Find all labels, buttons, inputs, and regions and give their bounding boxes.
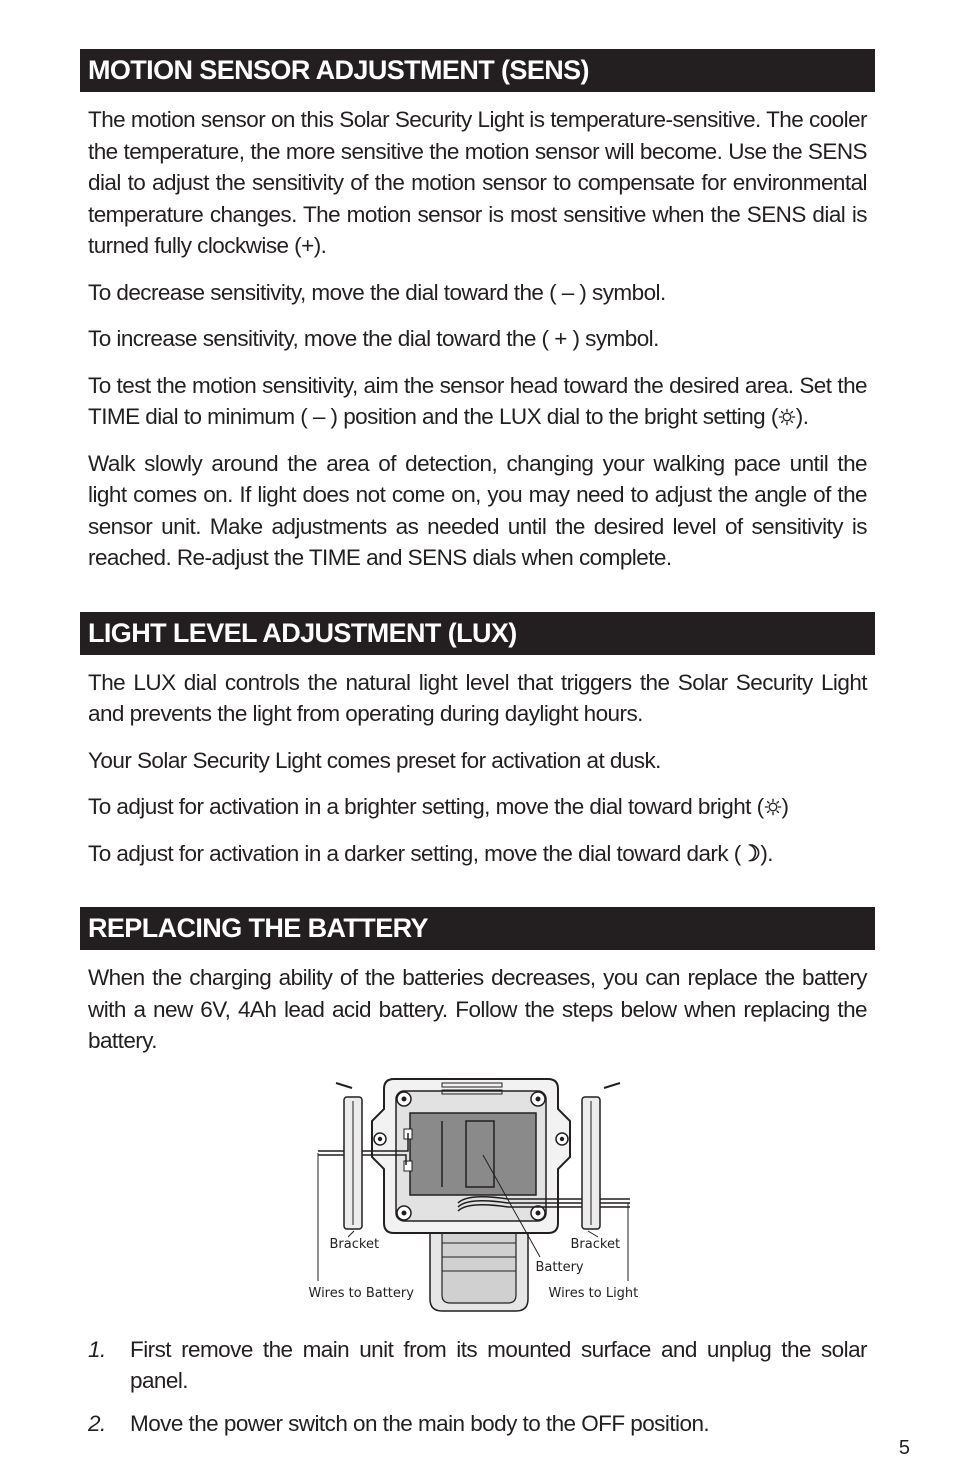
paragraph-test-text: To test the motion sensitivity, aim the sensor head toward the desired area. Set the TIME dial to minimum ( – ) position and the LUX dial to the bright setting ( [88, 372, 867, 429]
section-header-lux: LIGHT LEVEL ADJUSTMENT (LUX) [80, 612, 875, 655]
step-number: 2. [88, 1410, 106, 1436]
label-wires-to-battery: Wires to Battery [308, 1285, 414, 1301]
paragraph-sens-intro: The motion sensor on this Solar Security Light is temperature-sensitive. The cooler the temperature, the more sensitive the motion sensor will become. Use the SENS dial to adjust the sensitivity of the motion sensor to compensate for environmental temperature changes. The motion sensor is most sensitive when the SENS dial is turned fully clockwise (+). [88, 107, 867, 258]
paragraph-darker-text: To adjust for activation in a darker setting, move the dial toward dark ( [88, 840, 741, 866]
paragraph-brighter [88, 791, 867, 823]
sun-icon [778, 408, 796, 426]
step-text: Move the power switch on the main body to the OFF position. [130, 1410, 710, 1436]
label-bracket-right: Bracket [570, 1236, 621, 1252]
paragraph-walk: Walk slowly around the area of detection, changing your walking pace until the light comes on. If light does not come on, you may need to adjust the angle of the sensor unit. Make adjustments as needed until the desired level of sensitivity is reached. Re-adjust the TIME and SENS dials when complete. [88, 450, 867, 570]
step-item [88, 1408, 867, 1440]
paragraph-test [88, 370, 867, 433]
moon-icon: ☽ [740, 840, 761, 866]
section-header-battery: REPLACING THE BATTERY [80, 907, 875, 950]
sun-icon [764, 798, 782, 816]
paragraph-decrease: To decrease sensitivity, move the dial toward the ( – ) symbol. [88, 279, 666, 305]
paragraph-brighter-text: To adjust for activation in a brighter setting, move the dial toward bright ( [88, 794, 764, 819]
step-text: First remove the main unit from its mounted surface and unplug the solar panel. [130, 1336, 867, 1393]
paragraph-battery-intro: When the charging ability of the batteries decreases, you can replace the battery with a new 6V, 4Ah lead acid battery. Follow the steps below when replacing the battery. [88, 965, 867, 1053]
label-bracket-left: Bracket [329, 1236, 380, 1252]
paragraph-darker-end: ). [760, 840, 773, 866]
paragraph-darker [88, 838, 867, 870]
section-header-sens: MOTION SENSOR ADJUSTMENT (SENS) [80, 49, 875, 92]
paragraph-test-end: ). [795, 404, 809, 429]
paragraph-lux-intro: The LUX dial controls the natural light level that triggers the Solar Security Light and prevents the light from operating during daylight hours. [88, 669, 867, 726]
paragraph-preset: Your Solar Security Light comes preset for activation at dusk. [88, 747, 661, 773]
battery-diagram [308, 1071, 648, 1316]
label-wires-to-light: Wires to Light [548, 1285, 639, 1301]
paragraph-brighter-end: ) [781, 794, 789, 819]
label-battery: Battery [535, 1259, 584, 1275]
battery-diagram-illustration [308, 1071, 648, 1316]
manual-page [80, 49, 875, 1439]
page-number: 5 [898, 1437, 910, 1459]
step-item [88, 1334, 867, 1397]
paragraph-increase: To increase sensitivity, move the dial toward the ( + ) symbol. [88, 326, 659, 351]
step-number: 1. [88, 1336, 106, 1362]
